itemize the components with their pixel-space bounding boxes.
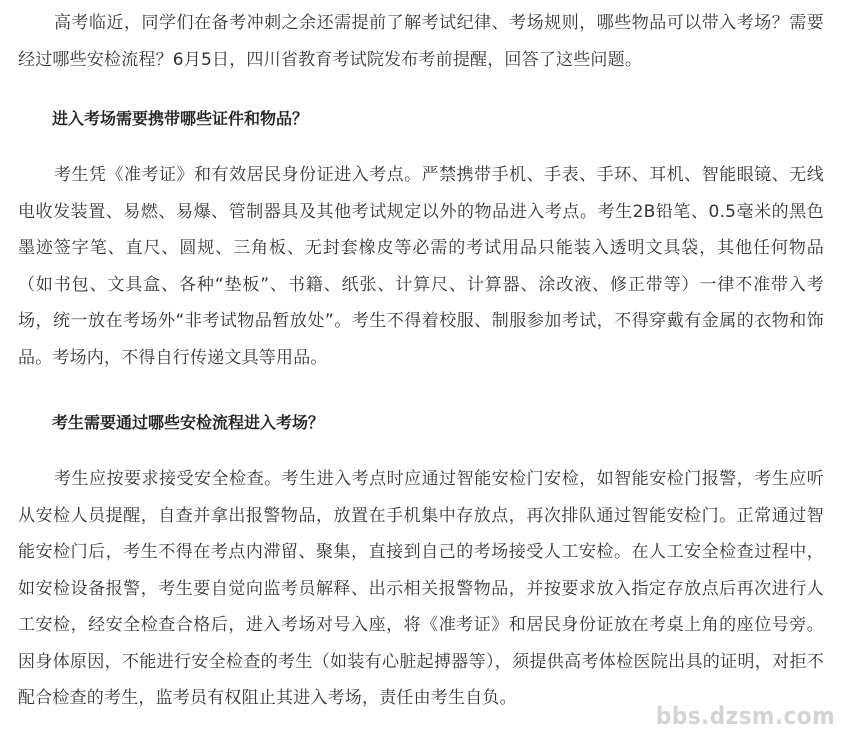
security-paragraph: 考生应按要求接受安全检查。考生进入考点时应通过智能安检门安检，如智能安检门报警，考生应听从安检人员提醒，自查并拿出报警物品，放置在手机集中存放点，再次排队通过智能安检门。正常通过智能安检门后，考生不得在考点内滞留、聚集，直接到自己的考场接受人工安检。在人工安全检查过程中，如安检设备报警，考生要自觉向监考员解释、出示相关报警物品，并按要求放入指定存放点后再次进行人工安检，经安全检查合格后，进入考场对号入座，将《准考证》和居民身份证放在考桌上角的座位号旁。因身体原因，不能进行安全检查的考生（如装有心脏起搏器等），须提供高考体检医院出具的证明，对拒不配合检查的考生，监考员有权阻止其进入考场，责任由考生自负。 <box>18 469 824 708</box>
site-watermark: bbs.dzsm.com <box>655 702 835 730</box>
intro-paragraph: 高考临近，同学们在备考冲刺之余还需提前了解考试纪律、考场规则，哪些物品可以带入考场？需要经过哪些安检流程？6月5日，四川省教育考试院发布考前提醒，回答了这些问题。 <box>18 13 824 70</box>
items-paragraph: 考生凭《准考证》和有效居民身份证进入考点。严禁携带手机、手表、手环、耳机、智能眼镜、无线电收发装置、易燃、易爆、管制器具及其他考试规定以外的物品进入考点。考生2B铅笔、0.5毫米的黑色墨迹签字笔、直尺、圆规、三角板、无封套橡皮等必需的考试用品只能装入透明文具袋，其他任何物品（如书包、文具盒、各种“垫板”、书籍、纸张、计算尺、计算器、涂改液、修正带等）一律不准带入考场，统一放在考场外“非考试物品暂放处”。考生不得着校服、制服参加考试，不得穿戴有金属的衣物和饰品。考场内，不得自行传递文具等用品。 <box>18 165 824 368</box>
section-heading-security: 考生需要通过哪些安检流程进入考场？ <box>52 413 325 432</box>
section-heading-items: 进入考场需要携带哪些证件和物品？ <box>52 109 309 128</box>
